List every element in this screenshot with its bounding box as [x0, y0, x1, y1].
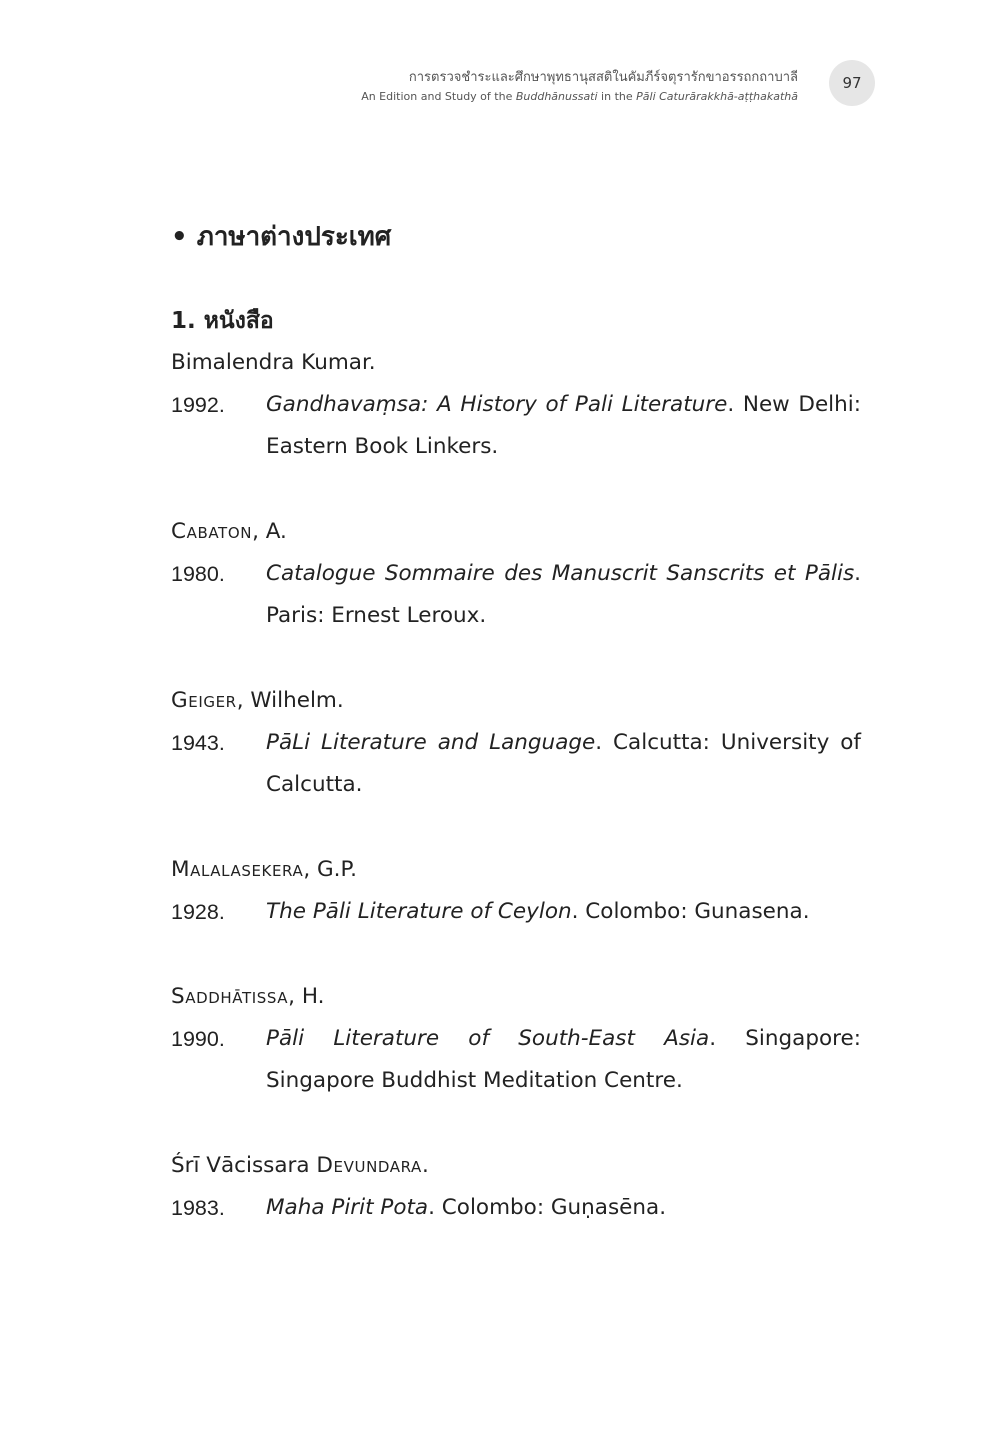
entry-author — [171, 680, 861, 722]
header-en-middle: in the — [597, 90, 637, 103]
entry-publisher: . Singapore: Singapore Buddhist Meditation Centre. — [266, 1026, 861, 1093]
bibliography-entry — [171, 342, 861, 468]
header-en-prefix: An Edition and Study of the — [361, 90, 516, 103]
entry-publisher: . Colombo: Guṇasēna. — [428, 1195, 667, 1220]
entry-reference — [171, 891, 861, 933]
entry-year: 1992. — [171, 393, 225, 417]
header-en-italic-1: Buddhānussati — [515, 90, 598, 103]
entry-citation — [266, 553, 861, 637]
entry-citation — [266, 1018, 861, 1102]
entry-publisher: . Calcutta: University of Calcutta. — [266, 730, 861, 797]
author-rest: , Wilhelm. — [236, 688, 344, 713]
author-surname: Malalasekera — [171, 857, 304, 882]
entry-publisher: . Paris: Ernest Leroux. — [266, 561, 861, 628]
entry-title: Gandhavaṃsa: A History of Pali Literature — [266, 392, 728, 417]
entry-title: Pāli Literature of South-East Asia — [266, 1026, 710, 1051]
header-thai-title: การตรวจชำระและศึกษาพุทธานุสสติในคัมภีร์จตุรารักขาอรรถกถาบาลี — [408, 70, 798, 85]
page-number-badge — [829, 60, 875, 106]
entry-author — [171, 342, 861, 384]
entry-reference — [171, 1018, 861, 1102]
entry-author — [171, 511, 861, 553]
section-heading — [171, 215, 861, 259]
author-surname: Devundara — [316, 1153, 422, 1178]
bibliography-entry — [171, 680, 861, 806]
entry-reference — [171, 722, 861, 806]
author-rest: , G.P. — [303, 857, 357, 882]
section-heading-text: ภาษาต่างประเทศ — [196, 222, 392, 252]
entry-author — [171, 849, 861, 891]
author-surname: Cabaton — [171, 519, 253, 544]
entry-title: Catalogue Sommaire des Manuscrit Sanscrits et Pālis — [266, 561, 855, 586]
entry-citation — [266, 384, 861, 468]
entry-reference — [171, 553, 861, 637]
entry-publisher: . New Delhi: Eastern Book Linkers. — [266, 392, 861, 459]
entry-citation — [266, 722, 861, 806]
bibliography-list — [171, 342, 861, 1229]
entry-year: 1943. — [171, 731, 225, 755]
entry-year: 1990. — [171, 1027, 225, 1051]
author-rest: , H. — [288, 984, 325, 1009]
header-english-title — [361, 88, 798, 105]
author-rest: . — [421, 1153, 429, 1178]
running-header — [361, 68, 798, 105]
entry-citation — [266, 1187, 861, 1229]
page-number: 97 — [842, 74, 862, 92]
entry-title: PāLi Literature and Language — [266, 730, 596, 755]
bibliography-entry — [171, 511, 861, 637]
bibliography-content — [171, 215, 861, 1272]
bibliography-entry — [171, 849, 861, 933]
author-rest: , A. — [252, 519, 287, 544]
header-en-italic-2: Pāli Caturārakkhā-aṭṭhakathā — [636, 90, 798, 103]
bibliography-entry — [171, 1145, 861, 1229]
entry-reference — [171, 1187, 861, 1229]
entry-citation — [266, 891, 861, 933]
author-surname: Saddhātissa — [171, 984, 289, 1009]
entry-year: 1928. — [171, 900, 225, 924]
bibliography-entry — [171, 976, 861, 1102]
entry-year: 1980. — [171, 562, 225, 586]
entry-title: Maha Pirit Pota — [266, 1195, 429, 1220]
author-prefix: Śrī Vācissara — [171, 1153, 317, 1178]
entry-author — [171, 976, 861, 1018]
author-rest: Bimalendra Kumar. — [171, 350, 376, 375]
bullet-icon: • — [171, 222, 188, 252]
entry-publisher: . Colombo: Gunasena. — [571, 899, 810, 924]
entry-reference — [171, 384, 861, 468]
entry-title: The Pāli Literature of Ceylon — [266, 899, 572, 924]
author-surname: Geiger — [171, 688, 237, 713]
subsection-heading: 1. หนังสือ — [171, 308, 274, 334]
entry-year: 1983. — [171, 1196, 225, 1220]
entry-author — [171, 1145, 861, 1187]
